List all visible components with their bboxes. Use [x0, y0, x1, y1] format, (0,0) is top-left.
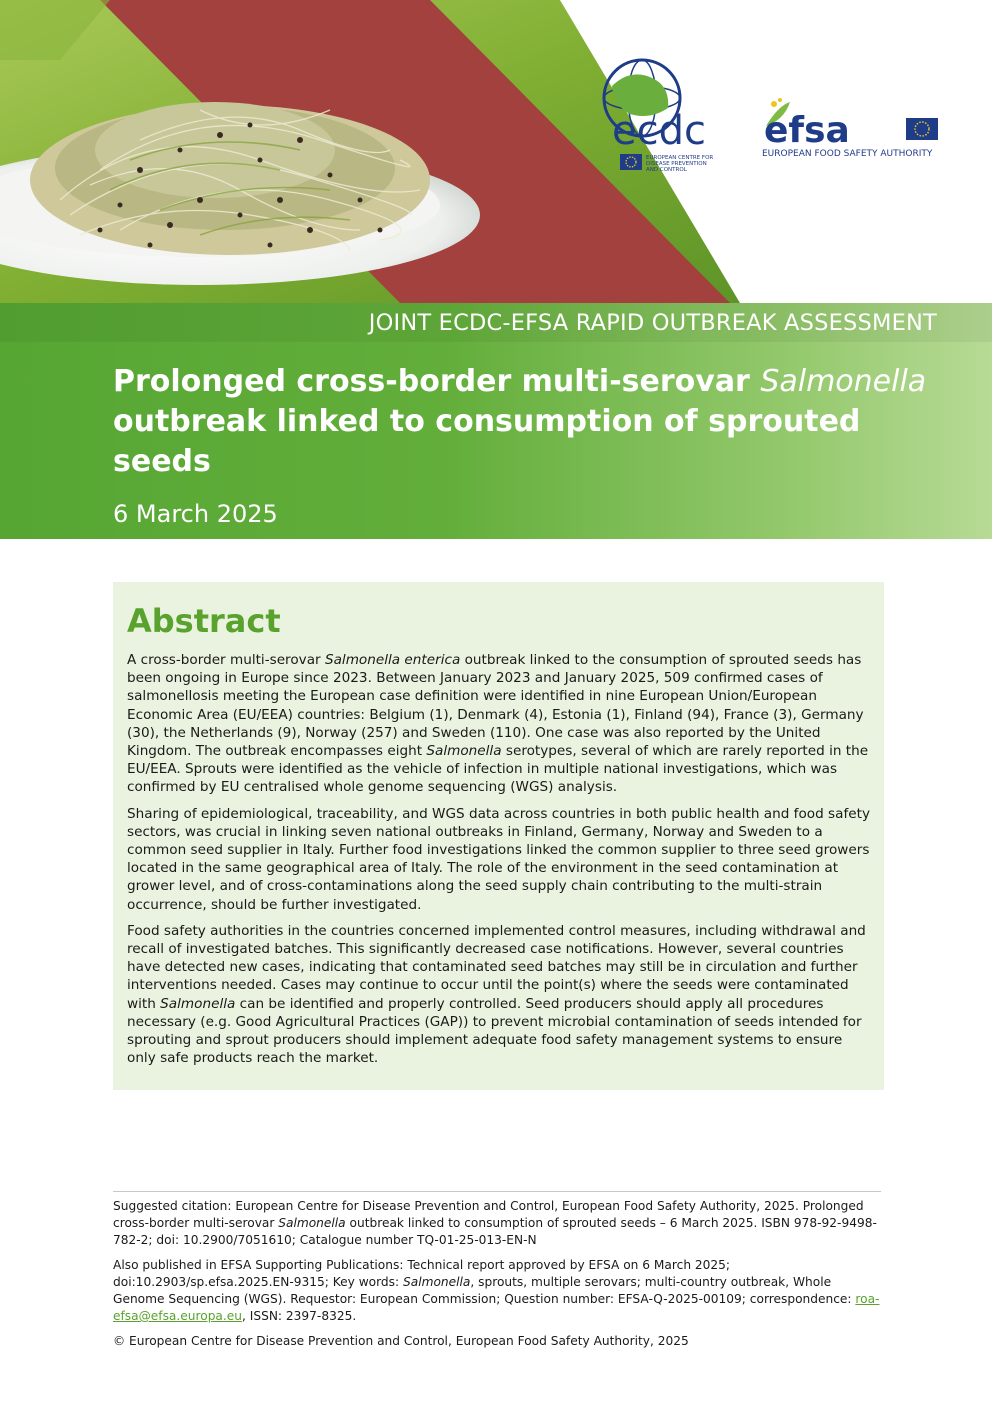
citation-text: outbreak linked to consumption of sprouted seeds – 6 March 2025. ISBN 978-92-9498-782-2; doi: 10.2900/7051610; Catalogue number TQ-01-25-013-EN-N: [113, 1216, 877, 1247]
abstract-body: [127, 651, 871, 1075]
abstract-text: outbreak linked to the consumption of sprouted seeds has been ongoing in Europe since 2023. Between January 2023 and January 2025, 509 confirmed cases of salmonellosis meeting the European case definition were identified in nine European Union/European Economic Area (EU/EEA) countries: Belgium (1), Denmark (4), Estonia (1), Finland (94), France (3), Germany (30), the Netherlands (9), Norway (257) and Sweden (110). One case was also reported by the United Kingdom. The outbreak encompasses eight: [127, 652, 864, 760]
ecdc-subtitle-1: EUROPEAN CENTRE FOR: [646, 155, 714, 161]
citation-italic: Salmonella: [278, 1216, 346, 1230]
title-part-1: Prolonged cross-border multi-serovar: [113, 364, 761, 399]
abstract-paragraph-2: Sharing of epidemiological, traceability, and WGS data across countries in both public health and food safety sectors, was crucial in linking seven national outbreaks in Finland, Germany, Norway and Sweden to a common seed supplier in Italy. Further food investigations linked the common supplier to three seed growers located in the same geographical area of Italy. The role of the environment in the seed contamination at grower level, and of cross-contaminations along the seed supply chain contributing to the multi-strain occurrence, should be further investigated.: [127, 805, 870, 913]
correspondence-email-link[interactable]: roa-efsa@efsa.europa.eu: [113, 1292, 880, 1323]
page-title: [113, 362, 953, 482]
footer: [113, 1198, 883, 1358]
publication-text: , ISSN: 2397-8325.: [242, 1309, 357, 1323]
efsa-subtitle: EUROPEAN FOOD SAFETY AUTHORITY: [762, 149, 933, 159]
publication-text: , sprouts, multiple serovars; multi-country outbreak, Whole Genome Sequencing (WGS). Requestor: European Commission; Question number: EFSA-Q-2025-00109; correspondence:: [113, 1275, 856, 1306]
abstract-text: can be identified and properly controlled. Seed producers should apply all procedures necessary (e.g. Good Agricultural Practices (GAP)) to prevent microbial contamination of seeds intended for sprouting and sprout producers should implement adequate food safety management systems to ensure only safe products reach the market.: [127, 995, 862, 1067]
abstract-box: [113, 582, 884, 1090]
abstract-heading: Abstract: [127, 602, 281, 640]
publication-info: [113, 1257, 883, 1325]
abstract-paragraph-1: [127, 651, 871, 797]
efsa-wordmark: efsa: [764, 110, 850, 151]
ecdc-wordmark: ecdc: [612, 108, 706, 154]
abstract-italic: Salmonella enterica: [324, 652, 461, 668]
suggested-citation: [113, 1198, 883, 1249]
abstract-paragraph-3: [127, 922, 871, 1068]
ecdc-globe-icon: [590, 58, 730, 176]
citation-text: Suggested citation: European Centre for Disease Prevention and Control, European Food Safety Authority, 2025. Prolonged cross-border multi-serovar: [113, 1199, 864, 1230]
abstract-italic: Salmonella: [426, 743, 502, 760]
copyright: © European Centre for Disease Prevention and Control, European Food Safety Authority, 2025: [113, 1334, 689, 1348]
title-italic: Salmonella: [760, 364, 927, 399]
ecdc-subtitle-3: AND CONTROL: [646, 167, 687, 173]
abstract-text: Food safety authorities in the countries concerned implemented control measures, including withdrawal and recall of investigated batches. This significantly decreased case notifications. However, several countries have detected new cases, indicating that contaminated seed batches may still be in circulation and further interventions needed. Cases may continue to occur until the point(s) where the seeds were contaminated with: [127, 922, 866, 1012]
abstract-text: serotypes, several of which are rarely reported in the EU/EEA. Sprouts were identified as the vehicle of infection in multiple national investigations, which was confirmed by EU centralised whole genome sequencing (WGS) analysis.: [127, 743, 869, 796]
efsa-logo: [760, 96, 942, 162]
publication-text: Also published in EFSA Supporting Publications: Technical report approved by EFSA on 6 March 2025; doi:10.2903/sp.efsa.2025.EN-9315; Key words:: [113, 1258, 731, 1289]
ecdc-logo: [590, 58, 730, 176]
abstract-text: A cross-border multi-serovar: [127, 652, 325, 668]
publication-italic: Salmonella: [403, 1275, 471, 1289]
footer-divider: [113, 1191, 881, 1192]
abstract-italic: Salmonella: [160, 995, 236, 1012]
ecdc-subtitle-2: DISEASE PREVENTION: [646, 161, 707, 167]
title-part-2: outbreak linked to consumption of sprouted seeds: [113, 404, 861, 479]
efsa-leaf-icon: [760, 96, 942, 162]
publication-date: 6 March 2025: [113, 500, 278, 528]
report-type-label: JOINT ECDC-EFSA RAPID OUTBREAK ASSESSMENT: [368, 310, 937, 336]
